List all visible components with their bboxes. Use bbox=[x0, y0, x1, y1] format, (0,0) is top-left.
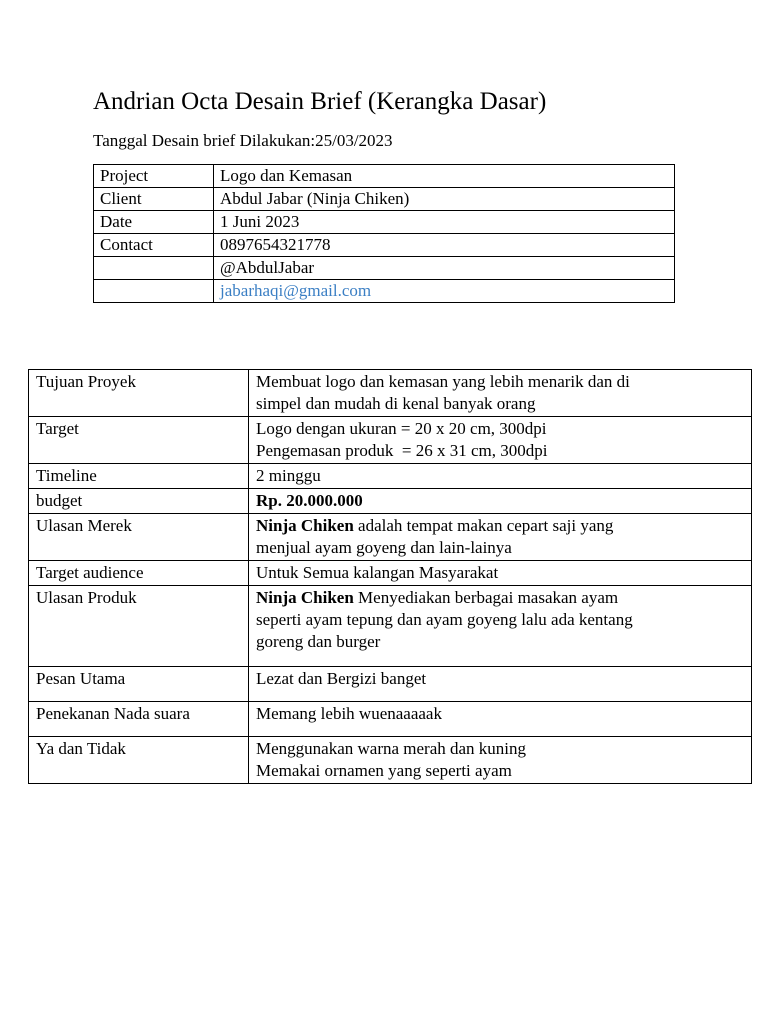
value-cell: Memang lebih wuenaaaaak bbox=[249, 702, 752, 737]
label-cell bbox=[94, 257, 214, 280]
label-cell: Client bbox=[94, 188, 214, 211]
target-line-2: Pengemasan produk = 26 x 31 cm, 300dpi bbox=[256, 441, 548, 460]
phone-value: 0897654321778 bbox=[214, 234, 675, 257]
label-cell: Ulasan Merek bbox=[29, 514, 249, 561]
label-cell: Contact bbox=[94, 234, 214, 257]
email-link[interactable]: jabarhaqi@gmail.com bbox=[220, 281, 372, 300]
label-cell: Target audience bbox=[29, 561, 249, 586]
table-row bbox=[94, 280, 675, 303]
table-row bbox=[29, 370, 752, 417]
label-cell: budget bbox=[29, 489, 249, 514]
produk-line-3: goreng dan burger bbox=[256, 632, 381, 651]
target-line-1: Logo dengan ukuran = 20 x 20 cm, 300dpi bbox=[256, 419, 547, 438]
table-row bbox=[29, 489, 752, 514]
table-row bbox=[29, 737, 752, 784]
email-cell bbox=[214, 280, 675, 303]
label-cell: Project bbox=[94, 165, 214, 188]
produk-line-1 bbox=[256, 587, 744, 609]
brand-name: Ninja Chiken bbox=[256, 588, 354, 607]
tujuan-line-1: Membuat logo dan kemasan yang lebih menarik dan di bbox=[256, 372, 630, 391]
value-cell bbox=[249, 586, 752, 667]
value-cell bbox=[249, 417, 752, 464]
table-row bbox=[29, 417, 752, 464]
value-cell bbox=[249, 737, 752, 784]
table-row bbox=[94, 165, 675, 188]
design-brief-table bbox=[28, 369, 752, 784]
table-row bbox=[29, 702, 752, 737]
value-cell: Abdul Jabar (Ninja Chiken) bbox=[214, 188, 675, 211]
merek-line-1 bbox=[256, 515, 744, 537]
document-title: Andrian Octa Desain Brief (Kerangka Dasar) bbox=[93, 88, 547, 115]
label-cell: Timeline bbox=[29, 464, 249, 489]
label-cell: Ulasan Produk bbox=[29, 586, 249, 667]
value-cell: Logo dan Kemasan bbox=[214, 165, 675, 188]
label-cell: Target bbox=[29, 417, 249, 464]
label-cell: Tujuan Proyek bbox=[29, 370, 249, 417]
produk-line-2: seperti ayam tepung dan ayam goyeng lalu ada kentang bbox=[256, 610, 633, 629]
merek-line-2: menjual ayam goyeng dan lain-lainya bbox=[256, 538, 512, 557]
project-info-table bbox=[93, 164, 675, 303]
label-cell: Ya dan Tidak bbox=[29, 737, 249, 784]
table-row bbox=[29, 464, 752, 489]
value-cell: 1 Juni 2023 bbox=[214, 211, 675, 234]
table-row bbox=[29, 586, 752, 667]
table-row bbox=[94, 211, 675, 234]
value-cell: 2 minggu bbox=[249, 464, 752, 489]
table-row bbox=[29, 514, 752, 561]
value-cell: Untuk Semua kalangan Masyarakat bbox=[249, 561, 752, 586]
table-row bbox=[94, 257, 675, 280]
budget-value: Rp. 20.000.000 bbox=[249, 489, 752, 514]
yatidak-line-1: Menggunakan warna merah dan kuning bbox=[256, 739, 527, 758]
label-cell: Date bbox=[94, 211, 214, 234]
social-handle-value: @AbdulJabar bbox=[214, 257, 675, 280]
value-cell bbox=[249, 514, 752, 561]
label-cell: Pesan Utama bbox=[29, 667, 249, 702]
value-cell: Lezat dan Bergizi banget bbox=[249, 667, 752, 702]
tujuan-line-2: simpel dan mudah di kenal banyak orang bbox=[256, 394, 536, 413]
value-cell bbox=[249, 370, 752, 417]
label-cell: Penekanan Nada suara bbox=[29, 702, 249, 737]
table-row bbox=[29, 667, 752, 702]
label-cell bbox=[94, 280, 214, 303]
brand-name: Ninja Chiken bbox=[256, 516, 354, 535]
merek-line-1-text: adalah tempat makan cepart saji yang bbox=[353, 516, 614, 535]
yatidak-line-2: Memakai ornamen yang seperti ayam bbox=[256, 761, 512, 780]
brief-date-line: Tanggal Desain brief Dilakukan:25/03/2023 bbox=[93, 131, 393, 150]
table-row bbox=[94, 188, 675, 211]
produk-line-1-text: Menyediakan berbagai masakan ayam bbox=[353, 588, 619, 607]
table-row bbox=[29, 561, 752, 586]
table-row bbox=[94, 234, 675, 257]
